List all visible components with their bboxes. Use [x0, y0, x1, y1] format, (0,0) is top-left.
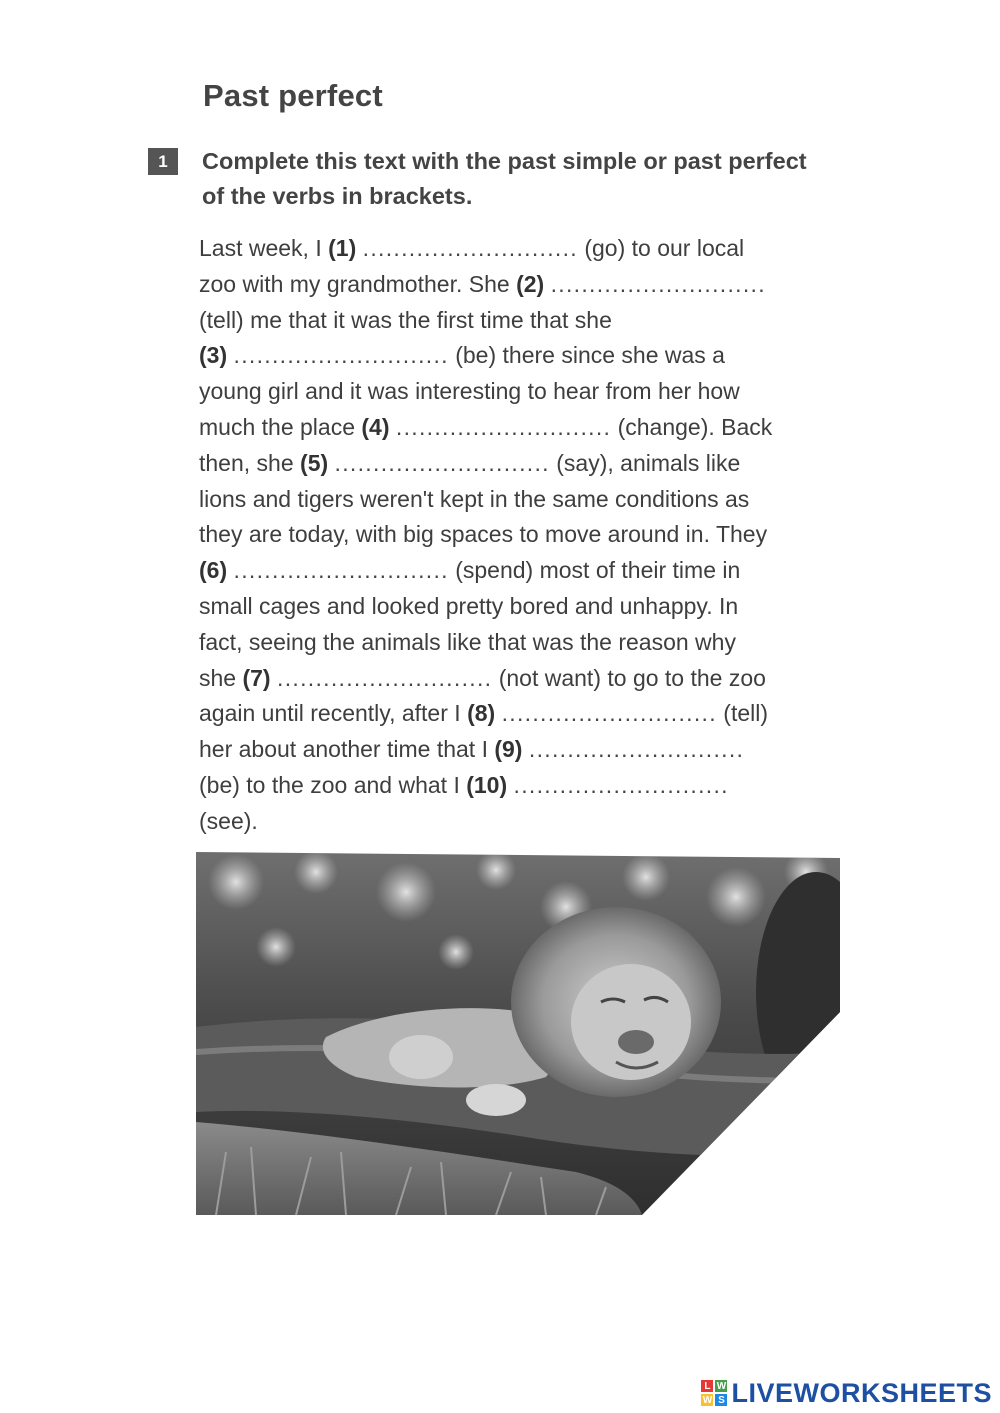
passage-text: then, she: [199, 449, 301, 476]
answer-gap[interactable]: ............................: [277, 664, 493, 691]
passage-line: [199, 410, 839, 446]
passage-text: much the place: [199, 413, 362, 440]
answer-gap[interactable]: ............................: [501, 700, 717, 727]
answer-gap[interactable]: ............................: [233, 557, 449, 584]
liveworksheets-brand: [701, 1378, 992, 1408]
answer-gap[interactable]: ............................: [362, 235, 578, 261]
passage-text: young girl and it was interesting to hear from her how: [199, 378, 740, 405]
passage-line: [199, 553, 839, 589]
passage-line: [199, 517, 839, 553]
passage-text: they are today, with big spaces to move around in. They: [199, 521, 768, 548]
passage-text: lions and tigers weren't kept in the same conditions as: [199, 485, 750, 512]
passage-line: [199, 303, 839, 339]
passage-line: [199, 661, 839, 697]
gap-number: (7): [242, 664, 271, 691]
gap-number: (8): [467, 700, 496, 727]
brand-name: LIVEWORKSHEETS: [731, 1377, 992, 1408]
answer-gap[interactable]: ............................: [513, 771, 729, 798]
passage-line: [199, 732, 839, 768]
page-title: Past perfect: [203, 78, 383, 113]
exercise-instruction: Complete this text with the past simple or past perfect of the verbs in brackets.: [202, 148, 807, 209]
gap-number: (1): [328, 235, 357, 261]
passage-line: [199, 231, 839, 267]
passage-line: [199, 768, 839, 804]
gap-fill-passage: [199, 231, 839, 840]
passage-line: [199, 625, 839, 661]
passage-text: her about another time that I: [199, 736, 495, 763]
passage-line: [199, 374, 839, 410]
gap-number: (6): [199, 557, 228, 584]
answer-gap[interactable]: ............................: [395, 413, 612, 440]
gap-number: (3): [199, 342, 228, 369]
passage-text: (spend) most of their time in: [448, 557, 741, 584]
liveworksheets-logo-icon: L W W S: [702, 1380, 727, 1406]
gap-number: (5): [300, 449, 329, 476]
exercise-number-badge: 1: [148, 148, 178, 175]
passage-line: [199, 338, 839, 374]
passage-text: (tell) me that it was the first time that she: [199, 306, 612, 333]
passage-text: she: [199, 664, 243, 691]
gap-number: (9): [494, 736, 523, 763]
answer-gap[interactable]: ............................: [550, 270, 766, 297]
passage-text: (be) to the zoo and what I: [199, 771, 467, 798]
passage-line: [199, 589, 839, 625]
passage-line: [199, 482, 839, 518]
passage-text: (be) there since she was a: [448, 342, 725, 369]
passage-line: [199, 267, 839, 303]
lion-photo: [196, 852, 840, 1215]
passage-text: (not want) to go to the zoo: [492, 664, 766, 691]
passage-text: zoo with my grandmother. She: [199, 270, 517, 297]
passage-text: (change). Back: [611, 413, 773, 440]
passage-text: fact, seeing the animals like that was the reason why: [199, 628, 736, 655]
lion-image: [196, 852, 840, 1215]
passage-text: Last week, I: [199, 235, 329, 261]
gap-number: (4): [361, 413, 390, 440]
passage-text: (tell): [716, 700, 769, 727]
passage-line: [199, 446, 839, 482]
passage-text: again until recently, after I: [199, 700, 468, 727]
answer-gap[interactable]: ............................: [233, 342, 449, 369]
passage-text: (go) to our local: [577, 235, 745, 261]
passage-line: [199, 696, 839, 732]
passage-text: (see).: [199, 807, 258, 834]
answer-gap[interactable]: ............................: [528, 736, 745, 763]
passage-text: (say), animals like: [549, 449, 741, 476]
passage-line: [199, 804, 839, 840]
passage-text: small cages and looked pretty bored and unhappy. In: [199, 592, 739, 619]
gap-number: (10): [466, 771, 508, 798]
answer-gap[interactable]: ............................: [334, 449, 550, 476]
gap-number: (2): [516, 270, 545, 297]
